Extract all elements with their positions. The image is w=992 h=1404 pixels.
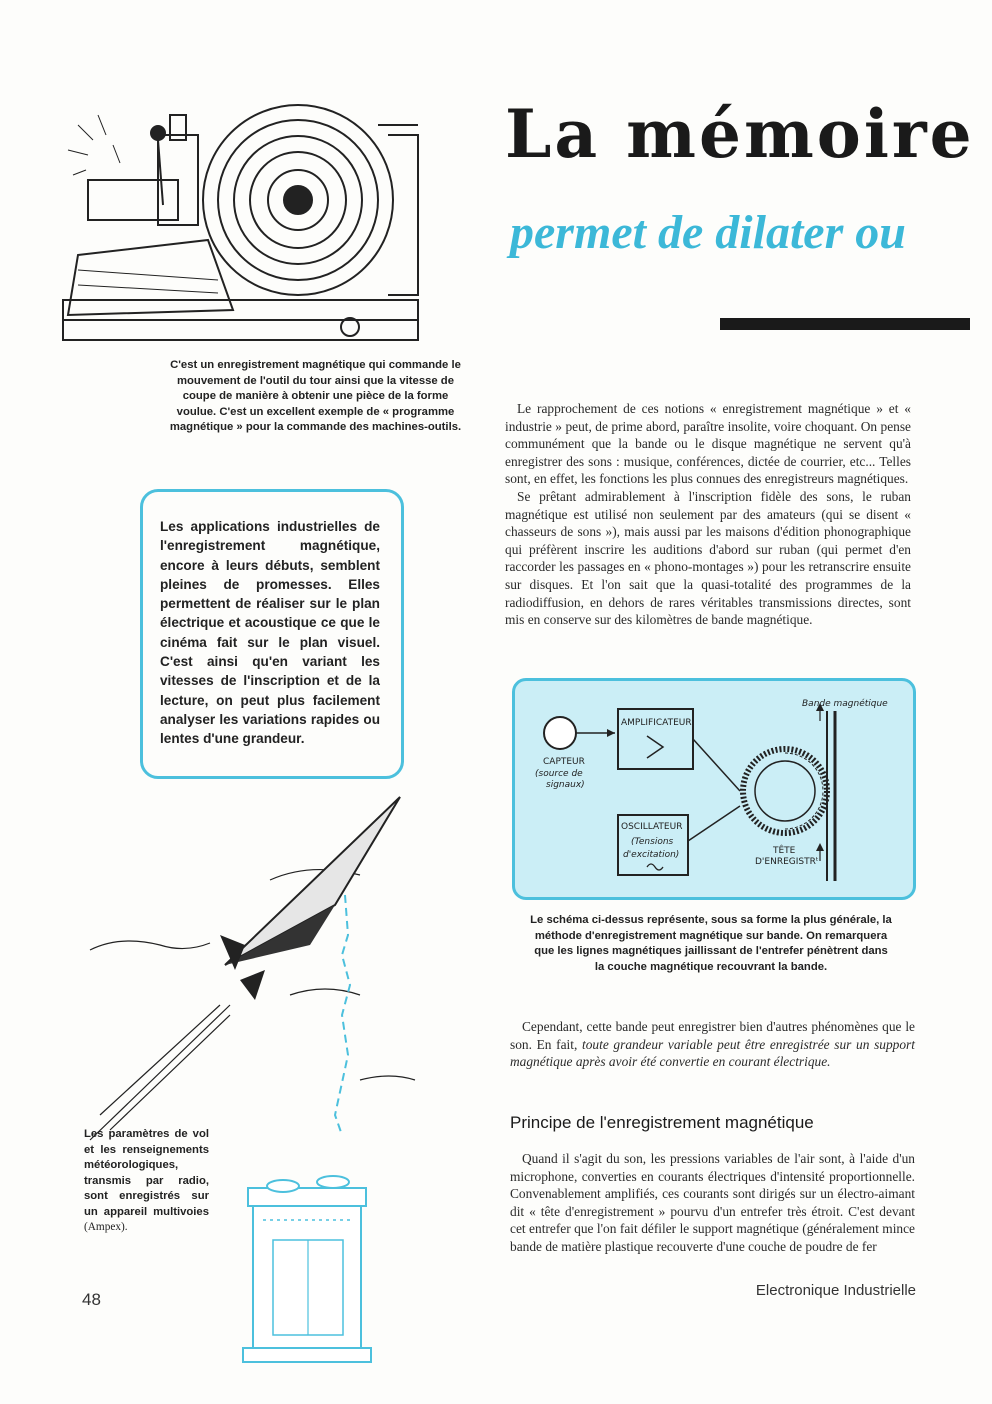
recording-diagram [512, 678, 916, 900]
section-heading: Principe de l'enregistrement magnétique [510, 1113, 814, 1132]
rocket-illustration [80, 785, 430, 1165]
conversion-paragraph [510, 1018, 915, 1071]
paragraph: Se prêtant admirablement à l'inscription fidèle des sons, le ruban magnétique est utilisé non seulement par des amateurs (qui se disent « chasseurs de sons »), mais aussi par les maisons d'édition phonographique qui préfèrent inscrire les auditions d'abord sur ruban (qui permet d'en raccorder les passages en « phono-montages ») pour les retranscrire ensuite sur disques. Et l'on sait que la quasi-totalité des programmes de la radiodiffusion, en dehors de rares véritables transmissions directes, sont mis en conserve sur des kilomètres de bande magnétique. [505, 488, 911, 628]
title-rule [720, 318, 970, 330]
highlight-box-text: Les applications industrielles de l'enregistrement magnétique, encore à leurs débuts, semblent pleines de promesses. Elles permettent de réaliser sur le plan électrique et acoustique ce que le cinéma fait sur le plan visuel. C'est ainsi qu'en variant les vitesses de l'inscription et de la lecture, on peut plus facilement analyser les variations rapides ou lentes d'une grandeur. [160, 519, 380, 747]
principle-text [510, 1150, 915, 1256]
diagram-caption: Le schéma ci-dessus représente, sous sa forme la plus générale, la méthode d'enregistrement magnétique sur bande. On remarquera que les lignes magnétiques jaillissant de l'entrefer pénètrent dans la couche magnétique recouvrant la bande. [530, 914, 892, 973]
oscillator-sublabel: d'excitation) [623, 850, 680, 860]
lathe-illustration [58, 95, 428, 345]
intro-text [505, 400, 911, 629]
sensor-sublabel: signaux) [546, 780, 585, 790]
rocket-caption-credit: (Ampex). [84, 1221, 128, 1233]
paragraph-emphasis: toute grandeur variable peut être enregistrée sur un support magnétique après avoir été convertie en courant électrique. [510, 1036, 915, 1070]
page-number: 48 [82, 1290, 101, 1309]
paragraph: Quand il s'agit du son, les pressions variables de l'air sont, à l'aide d'un microphone, converties en courants électriques d'intensité proportionnelle. Convenablement amplifiés, ces courants sont dirigés sur un électro-aimant dit « tête d'enregistrement » pourvu d'un entrefer très étroit. C'est devant cet entrefer que l'on fait défiler le support magnétique (généralement mince bande de matière plastique recouverte d'une couche de poudre de fer [510, 1151, 915, 1254]
amplifier-label: AMPLIFICATEUR [621, 718, 692, 728]
recorder-illustration [228, 1160, 378, 1375]
oscillator-label: OSCILLATEUR [621, 822, 683, 832]
sensor-label: CAPTEUR [543, 757, 585, 767]
rocket-caption-text: Les paramètres de vol et les renseignements météorologiques, transmis par radio, sont enregistrés sur un appareil multivoies [84, 1128, 209, 1218]
lathe-caption: C'est un enregistrement magnétique qui commande le mouvement de l'outil du tour ainsi que la vitesse de coupe de manière à obtenir une pièce de la forme voulue. C'est un excellent exemple de « programme magnétique » pour la commande des machines-outils. [169, 359, 462, 433]
head-label: D'ENREGISTRᵗ [755, 857, 819, 867]
paragraph-text: Cependant, cette bande peut enregistrer bien d'autres phénomènes que le son. En fait, [510, 1019, 915, 1052]
head-label: TÊTE [773, 846, 796, 856]
page-subtitle: permet de dilater ou [510, 206, 906, 259]
sensor-icon [544, 717, 576, 749]
paragraph: Le rapprochement de ces notions « enregistrement magnétique » et « industrie » peut, de prime abord, paraître insolite, voire choquant. On pense communément que la bande ou le disque magnétique ne servent qu'à enregistrer des sons : musique, conférences, dictée de courrier, etc... Telles sont, en effet, les fonctions les plus connues des enregistreurs magnétiques. [505, 401, 911, 487]
sensor-sublabel: (source de [535, 769, 583, 779]
publication-name: Electronique Industrielle [755, 1282, 916, 1299]
band-label: Bande magnétique [802, 699, 888, 709]
page-title: La mémoire [505, 95, 975, 173]
rocket-caption [84, 1127, 209, 1236]
oscillator-sublabel: (Tensions [631, 837, 674, 847]
